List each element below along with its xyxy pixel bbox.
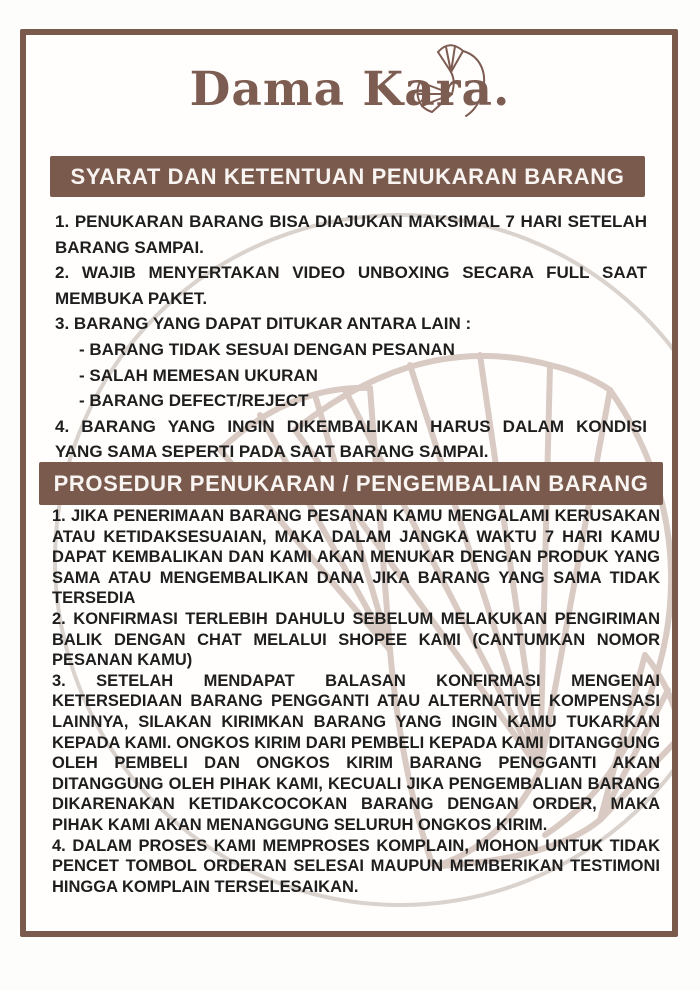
section1-heading-banner [50,156,645,197]
procedure-item: 4. DALAM PROSES KAMI MEMPROSES KOMPLAIN, MOHON UNTUK TIDAK PENCET TOMBOL ORDERAN SELESAI MAUPUN MEMBERIKAN TESTIMONI HINGGA KOMPLAIN TERSELESAIKAN. [52,836,660,896]
section1-body [55,209,647,465]
policy-line: 2. WAJIB MENYERTAKAN VIDEO UNBOXING SECARA FULL SAAT MEMBUKA PAKET. [55,263,647,308]
policy-subitem: - BARANG DEFECT/REJECT [79,391,309,411]
section2-heading: PROSEDUR PENUKARAN / PENGEMBALIAN BARANG [53,470,649,496]
policy-line: 3. BARANG YANG DAPAT DITUKAR ANTARA LAIN : [55,314,472,334]
policy-line: 4. BARANG YANG INGIN DIKEMBALIKAN HARUS DALAM KONDISI YANG SAMA SEPERTI PADA SAAT BARANG SAMPAI. [55,416,647,462]
procedure-item: 3. SETELAH MENDAPAT BALASAN KONFIRMASI MENGENAI KETERSEDIAAN BARANG PENGGANTI ATAU ALTERNATIVE KOMPENSASI LAINNYA, SILAKAN KIRIMKAN BARANG YANG INGIN KAMU TUKARKAN KEPADA KAMI. ONGKOS KIRIM DARI PEMBELI KEPADA KAMI DITANGGUNG OLEH PEMBELI DAN ONGKOS KIRIM BARANG PENGGANTI AKAN DITANGGUNG OLEH PIHAK KAMI, KECUALI JIKA PENGEMBALIAN BARANG DIKARENAKAN KETIDAKCOCOKAN BARANG DENGAN ORDER, MAKA PIHAK KAMI AKAN MENANGGUNG SELURUH ONGKOS KIRIM. [52,671,660,834]
brand-name: Dama Kara. [189,62,511,117]
brand-logo [0,58,700,122]
section2-body [52,506,660,897]
procedure-item: 1. JIKA PENERIMAAN BARANG PESANAN KAMU MENGALAMI KERUSAKAN ATAU KETIDAKSESUAIAN, MAKA DALAM JANGKA WAKTU 7 HARI KAMU DAPAT KEMBALIKAN DAN KAMI AKAN MENUKAR DENGAN PRODUK YANG SAMA ATAU MENGEMBALIKAN DANA JIKA BARANG YANG SAMA TIDAK TERSEDIA [52,507,660,608]
ginkgo-flower-icon [408,42,490,122]
section1-heading: SYARAT DAN KETENTUAN PENUKARAN BARANG [70,163,625,189]
section2-heading-banner [39,462,663,505]
policy-line: 1. PENUKARAN BARANG BISA DIAJUKAN MAKSIMAL 7 HARI SETELAH BARANG SAMPAI. [55,212,647,257]
policy-subitem: - BARANG TIDAK SESUAI DENGAN PESANAN [79,339,455,359]
policy-subitem: - SALAH MEMESAN UKURAN [79,365,318,385]
procedure-item: 2. KONFIRMASI TERLEBIH DAHULU SEBELUM MELAKUKAN PENGIRIMAN BALIK DENGAN CHAT MELALUI SHOPEE KAMI (CANTUMKAN NOMOR PESANAN KAMU) [52,609,660,670]
